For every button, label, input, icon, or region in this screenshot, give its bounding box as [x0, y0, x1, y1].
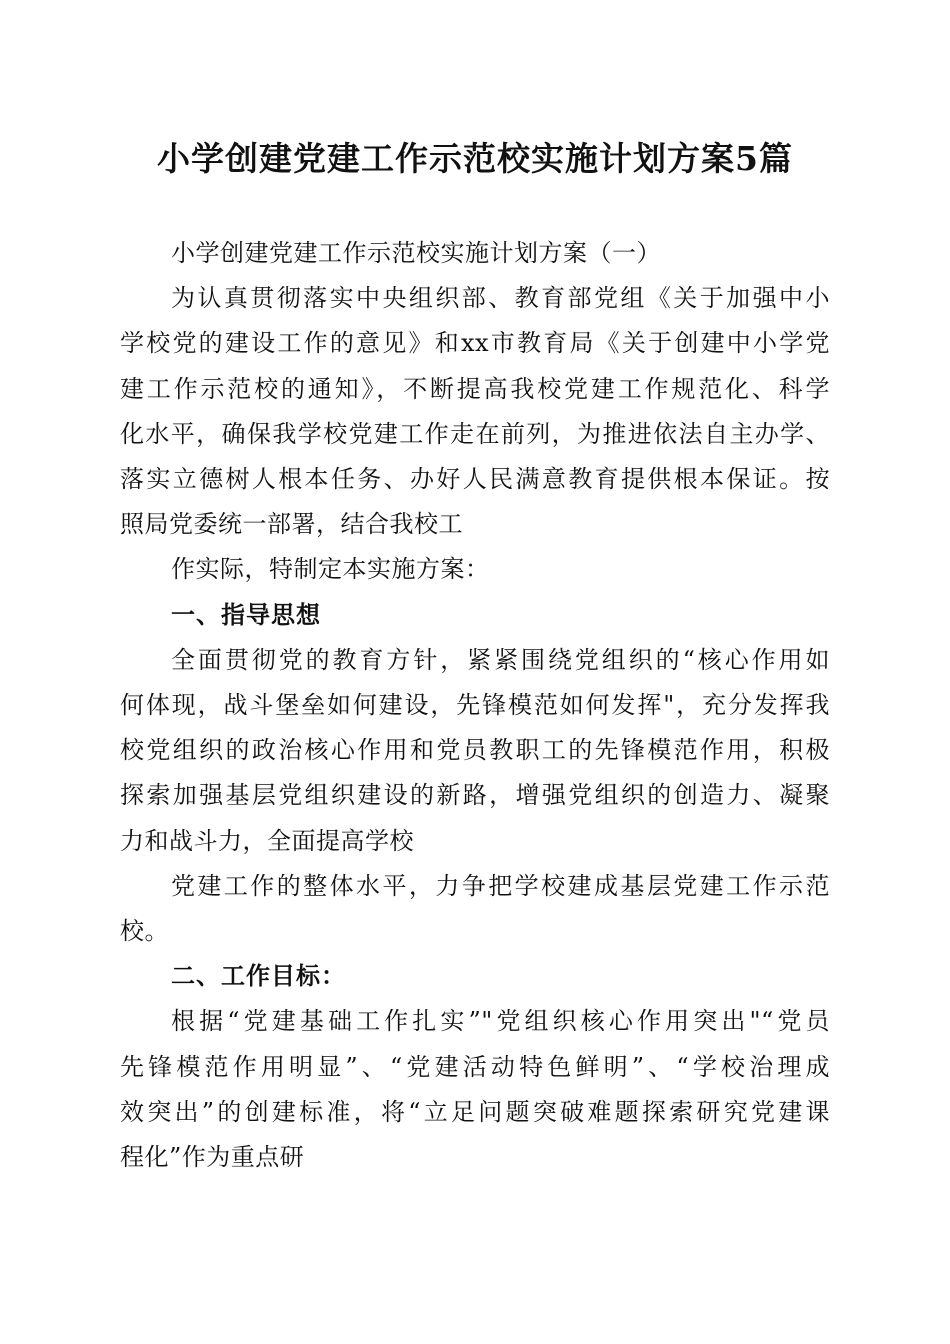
paragraph-intro [120, 276, 830, 547]
document-title: 小学创建党建工作示范校实施计划方案5篇 [157, 139, 793, 178]
paragraph-line: 落实立德树人根本任务、办好人民满意教育提供根本保证。按 [120, 465, 830, 494]
paragraph-line: 根据“党建基础工作扎实”"党组织核心作用突出"“党员 [171, 1007, 830, 1036]
paragraph-subtitle [120, 231, 830, 276]
paragraph-line: 化水平，确保我学校党建工作走在前列，为推进依法自主办学、 [120, 419, 830, 448]
document-body [120, 231, 830, 1180]
paragraph-line: 校党组织的政治核心作用和党员教职工的先锋模范作用，积极 [120, 736, 830, 765]
paragraph-line: 效突出”的创建标准，将“立足问题突破难题探索研究党建课 [120, 1097, 830, 1126]
section-heading: 一、指导思想 [171, 600, 321, 629]
paragraph-guiding-ideology [120, 638, 830, 864]
paragraph-line: 探索加强基层党组织建设的新路，增强党组织的创造力、凝聚 [120, 781, 830, 810]
paragraph-line: 照局党委统一部署，结合我校工 [120, 510, 463, 539]
paragraph-intro-continued [120, 547, 830, 592]
paragraph-guiding-ideology-continued [120, 864, 830, 954]
section-heading-work-goals [120, 954, 830, 999]
paragraph-line: 程化”作为重点研 [120, 1143, 305, 1172]
paragraph-line: 小学创建党建工作示范校实施计划方案（一） [171, 239, 661, 267]
paragraph-line: 何体现，战斗堡垒如何建设，先锋模范如何发挥"，充分发挥我 [120, 691, 830, 720]
paragraph-line: 全面贯彻党的教育方针，紧紧围绕党组织的“核心作用如 [171, 645, 830, 674]
paragraph-line: 校。 [120, 917, 169, 946]
paragraph-line: 为认真贯彻落实中央组织部、教育部党组《关于加强中小 [171, 284, 830, 313]
paragraph-line: 作实际，特制定本实施方案： [171, 555, 490, 584]
paragraph-work-goals [120, 999, 830, 1180]
paragraph-line: 建工作示范校的通知》，不断提高我校党建工作规范化、科学 [120, 374, 830, 403]
paragraph-line: 先锋模范作用明显”、“党建活动特色鲜明”、“学校治理成 [120, 1052, 830, 1081]
section-heading-guiding-ideology [120, 593, 830, 638]
paragraph-line: 党建工作的整体水平，力争把学校建成基层党建工作示范 [171, 871, 830, 900]
section-heading: 二、工作目标： [171, 962, 346, 991]
paragraph-line: 学校党的建设工作的意见》和xx市教育局《关于创建中小学党 [120, 329, 830, 358]
paragraph-line: 力和战斗力，全面提高学校 [120, 826, 414, 855]
